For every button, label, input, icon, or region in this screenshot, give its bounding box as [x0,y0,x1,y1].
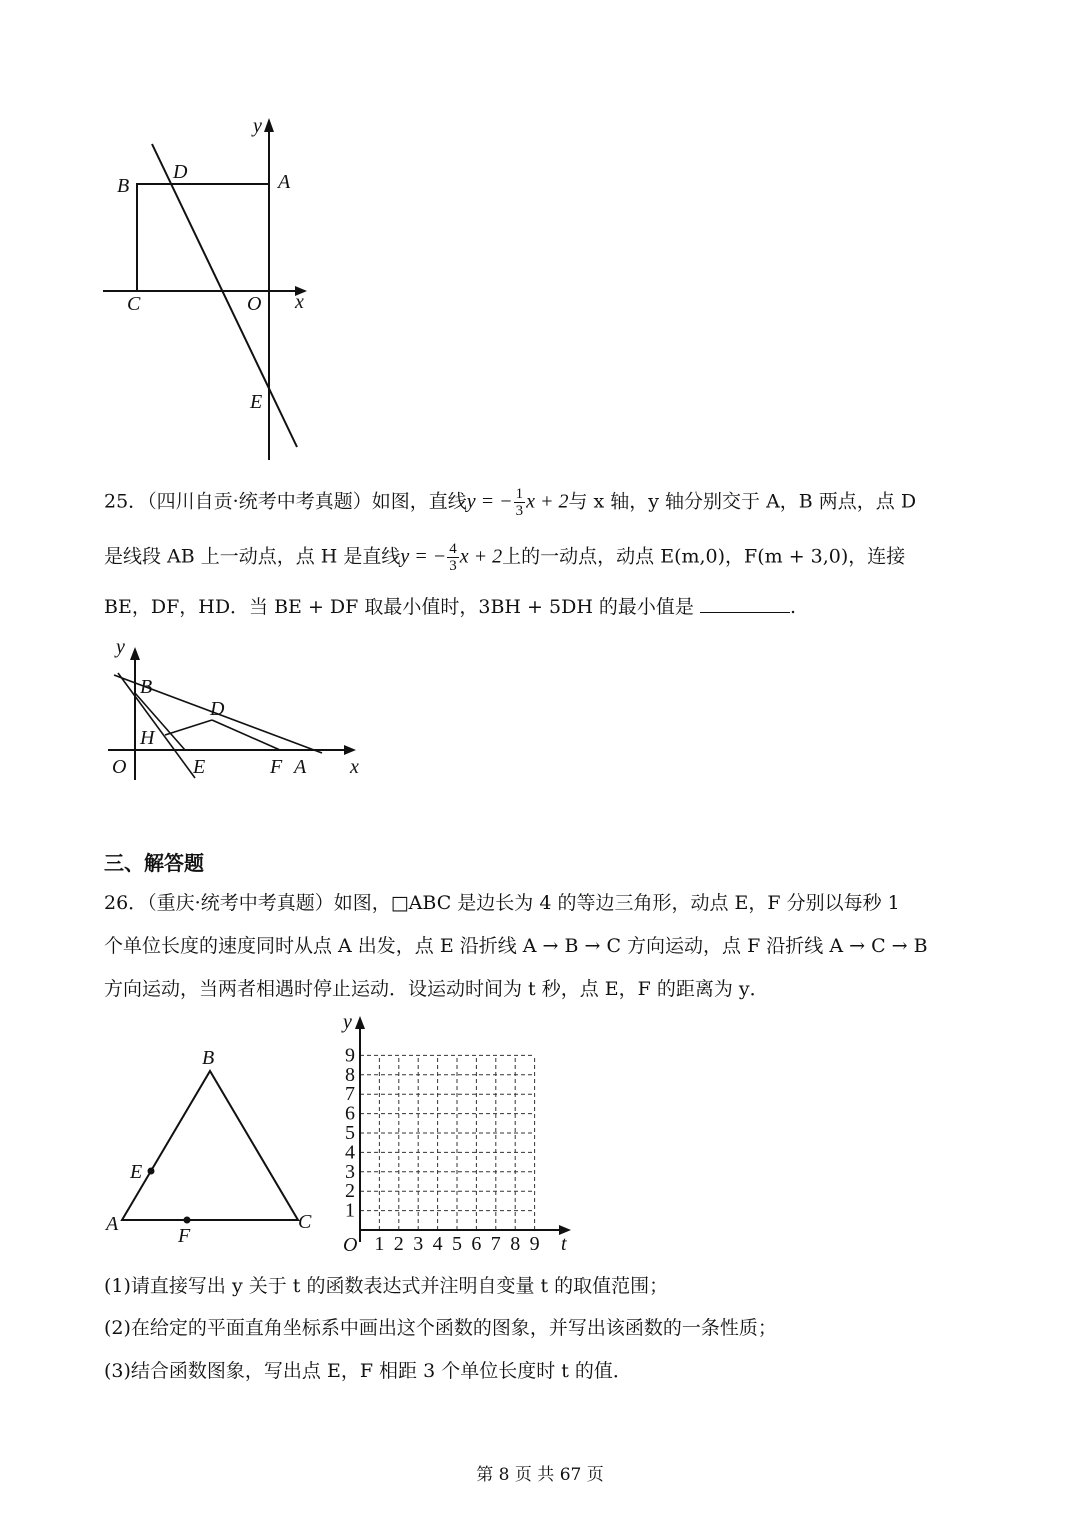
segment-hd [165,720,212,735]
q26-sub-2: (2)在给定的平面直角坐标系中画出这个函数的图象，并写出该函数的一条性质； [104,1317,777,1339]
y-tick-label: 9 [345,1044,355,1067]
label-o: O [247,293,262,315]
y-tick-label: 4 [345,1141,355,1164]
label-x: x [350,756,359,778]
answer-blank[interactable] [700,592,790,613]
q25-text-2b: 上的一动点，动点 E(m,0)，F(m + 3,0)，连接 [502,545,906,568]
label-x: x [295,291,304,313]
q25-eq2-lhs: y = − [400,545,447,568]
label-b: B [202,1047,215,1069]
figure-coordinate-grid [335,1010,585,1255]
x-tick-label: 2 [393,1233,404,1255]
tick-labels [345,1044,540,1255]
x-tick-label: 4 [432,1233,443,1255]
y-tick-label: 1 [345,1199,355,1222]
q26-line-2: 个单位长度的速度同时从点 A 出发，点 E 沿折线 A → B → C 方向运动，点 F 沿折线 A → C → B [104,935,928,957]
label-e: E [250,391,263,413]
line-de [152,144,297,447]
y-tick-label: 5 [345,1122,355,1144]
x-tick-label: 6 [471,1233,482,1255]
axis-label-y: y [343,1011,352,1033]
figure-lines-b-d-h [100,635,380,795]
line-bh [118,673,195,778]
x-tick-label: 8 [510,1233,521,1255]
y-axis-arrow [264,118,274,132]
triangle-abc [122,1071,298,1220]
label-b: B [117,175,130,197]
axis-label-t: t [561,1233,567,1255]
label-a: A [294,756,307,778]
q25-eq2-fraction [447,541,459,574]
label-d: D [173,161,188,183]
q25-eq1-den: 3 [515,503,524,519]
y-tick-label: 6 [345,1102,355,1125]
q25-text-1b: 与 x 轴，y 轴分别交于 A，B 两点，点 D [568,490,917,513]
q25-text-3: BE，DF，HD．当 BE + DF 取最小值时，3BH + 5DH 的最小值是 [104,596,694,618]
label-e: E [193,756,206,778]
q25-eq1-lhs: y = − [466,490,513,513]
q25-line-1 [104,486,990,519]
q25-eq1-num: 1 [515,486,524,502]
y-axis-arrow [355,1016,365,1029]
q25-text-3-end: . [789,596,796,618]
q26-line-3: 方向运动，当两者相遇时停止运动．设运动时间为 t 秒，点 E，F 的距离为 y． [104,978,769,1000]
q26-sub-3: (3)结合函数图象，写出点 E，F 相距 3 个单位长度时 t 的值． [104,1360,632,1382]
q25-eq1-rhs: x + 2 [526,490,569,513]
label-b: B [140,676,153,698]
x-tick-label: 1 [374,1233,385,1255]
label-f: F [178,1225,191,1247]
y-tick-label: 3 [345,1160,355,1183]
q26-sub-1: (1)请直接写出 y 关于 t 的函数表达式并注明自变量 t 的取值范围； [104,1275,669,1297]
y-tick-label: 7 [345,1083,355,1106]
label-a: A [106,1213,119,1235]
q26-line-1: 26．（重庆·统考中考真题）如图，□ABC 是边长为 4 的等边三角形，动点 E，F 分别以每秒 1 [104,892,900,914]
q25-eq2-rhs: x + 2 [459,545,503,568]
x-tick-label: 3 [413,1233,424,1255]
x-tick-label: 9 [529,1233,540,1255]
q25-line-3 [104,592,990,621]
q25-text-1: 25．（四川自贡·统考中考真题）如图，直线 [104,490,467,513]
q25-line-2 [104,541,990,574]
origin-label: O [343,1234,358,1256]
rectangle-abco [137,184,269,291]
y-tick-label: 8 [345,1063,355,1086]
label-c: C [127,293,141,315]
label-e: E [130,1161,143,1183]
figure-triangle-abc [100,1040,320,1250]
section-title: 三、解答题 [104,851,204,875]
x-axis-arrow [344,745,356,755]
label-d: D [210,698,225,720]
label-o: O [112,756,127,778]
x-tick-label: 7 [490,1233,501,1255]
grid-lines [360,1055,535,1230]
point-e [148,1168,155,1175]
label-c: C [298,1211,312,1233]
figure-rectangle-line [95,110,325,470]
y-tick-label: 2 [345,1180,355,1203]
q25-eq2-num: 4 [449,541,457,557]
label-a: A [278,171,291,193]
q25-eq1-fraction [514,486,526,519]
label-y: y [116,636,125,658]
point-f [184,1217,191,1224]
page-footer: 第 8 页 共 67 页 [476,1465,604,1485]
q25-eq2-den: 3 [449,558,457,574]
label-f: F [270,756,283,778]
y-axis-arrow [130,647,140,660]
q25-text-2a: 是线段 AB 上一动点，点 H 是直线 [104,545,401,568]
x-tick-label: 5 [452,1233,462,1255]
label-y: y [253,115,262,137]
label-h: H [140,727,155,749]
